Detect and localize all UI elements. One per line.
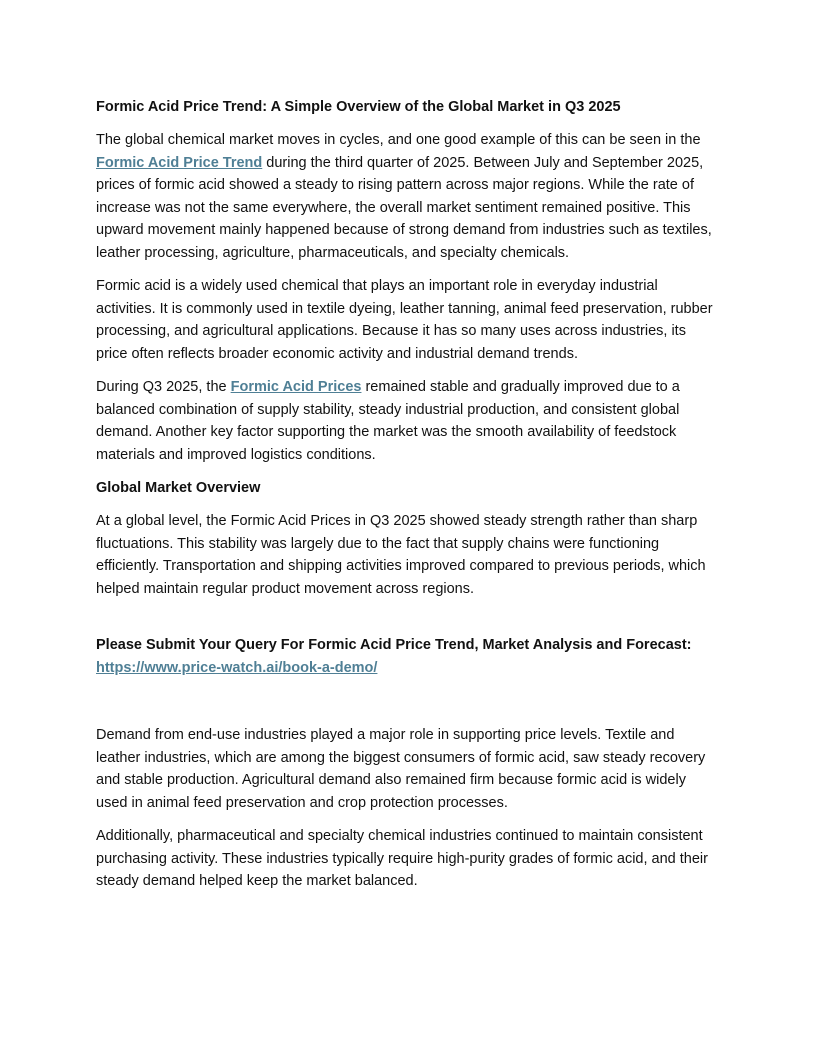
paragraph-global-level: At a global level, the Formic Acid Prices in Q3 2025 showed steady strength rather than sharp fluctuations. This stability was largely due to the fact that supply chains were functioning efficiently. Transportation and shipping activities improved compared to previous periods, which helped maintain regular product movement across regions. bbox=[96, 513, 706, 597]
formic-acid-price-trend-link[interactable]: Formic Acid Price Trend bbox=[96, 154, 263, 171]
paragraph-pharma-specialty: Additionally, pharmaceutical and specialty chemical industries continued to maintain consistent purchasing activity. These industries typically require high-purity grades of formic acid, and their steady demand helped keep the market balanced. bbox=[96, 828, 708, 889]
paragraph-end-use-demand: Demand from end-use industries played a major role in supporting price levels. Textile and leather industries, which are among the biggest consumers of formic acid, saw steady recovery and stable production. Agricultural demand also remained firm because formic acid is widely used in animal feed preservation and crop protection processes. bbox=[96, 727, 706, 811]
section-heading-global-market: Global Market Overview bbox=[96, 480, 261, 496]
paragraph-intro bbox=[96, 129, 720, 264]
formic-acid-prices-link[interactable]: Formic Acid Prices bbox=[230, 379, 362, 395]
book-a-demo-link[interactable]: https://www.price-watch.ai/book-a-demo/ bbox=[96, 659, 378, 676]
document-page bbox=[96, 96, 720, 904]
document-title: Formic Acid Price Trend: A Simple Overview of the Global Market in Q3 2025 bbox=[96, 99, 621, 115]
paragraph-q3-after: remained stable and gradually improved due to a balanced combination of supply stability, steady industrial production, and consistent global demand. Another key factor supporting the market was the smooth availability of feedstock materials and improved logistics conditions. bbox=[96, 379, 680, 463]
paragraph-q3 bbox=[96, 376, 720, 466]
paragraph-intro-after: during the third quarter of 2025. Between July and September 2025, prices of formic acid showed a steady to rising pattern across major regions. While the rate of increase was not the same everywhere, the overall market sentiment remained positive. This upward movement mainly happened because of strong demand from industries such as textiles, leather processing, agriculture, pharmaceuticals, and specialty chemicals. bbox=[96, 154, 712, 261]
query-callout bbox=[96, 634, 720, 679]
paragraph-q3-before: During Q3 2025, the bbox=[96, 379, 231, 395]
query-text: Please Submit Your Query For Formic Acid Price Trend, Market Analysis and Forecast: bbox=[96, 637, 692, 653]
paragraph-intro-before: The global chemical market moves in cycles, and one good example of this can be seen in the bbox=[96, 132, 701, 148]
paragraph-uses: Formic acid is a widely used chemical that plays an important role in everyday industrial activities. It is commonly used in textile dyeing, leather tanning, animal feed preservation, rubber processing, and agricultural applications. Because it has so many uses across industries, its price often reflects broader economic activity and industrial demand trends. bbox=[96, 278, 713, 362]
